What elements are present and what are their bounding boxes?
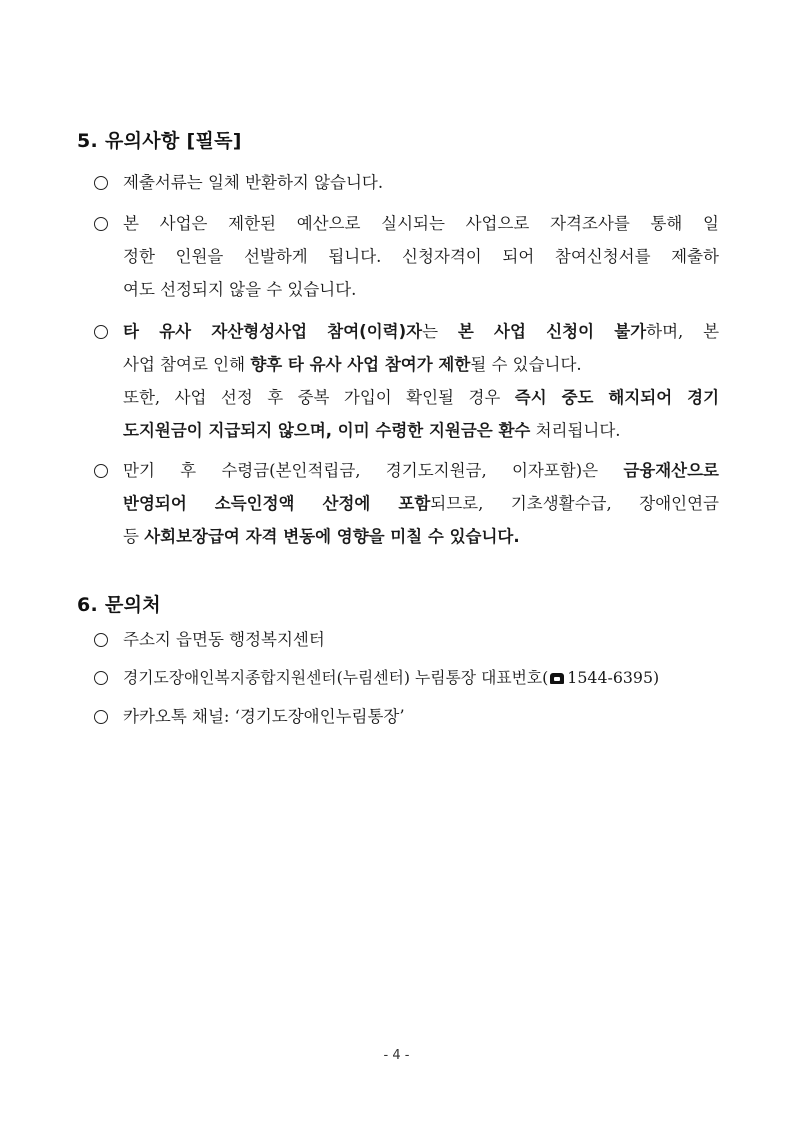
emphasis-text: 타 유사 자산형성사업 참여(이력)자 — [123, 322, 423, 341]
notice-3-line-1 — [123, 321, 719, 343]
circle-bullet-icon — [94, 633, 108, 647]
emphasis-text: 즉시 중도 해지되어 경기 — [514, 388, 719, 407]
page-number: - 4 - — [383, 1048, 410, 1063]
contact-3-text: 카카오톡 채널: ‘경기도장애인누림통장’ — [123, 707, 405, 726]
plain-text: 하며, 본 — [646, 322, 719, 341]
contact-1-text: 주소지 읍면동 행정복지센터 — [123, 630, 325, 649]
contact-2-text — [123, 667, 659, 689]
notice-2-line-1: 본 사업은 제한된 예산으로 실시되는 사업으로 자격조사를 통해 일 — [123, 214, 719, 233]
section-5-heading: 5. 유의사항 [필독] — [77, 130, 242, 152]
notice-3-line-4 — [123, 420, 621, 442]
plain-text: 는 — [422, 322, 458, 341]
notice-2-line-2: 정한 인원을 선발하게 됩니다. 신청자격이 되어 참여신청서를 제출하 — [123, 247, 719, 266]
emphasis-text: 반영되어 소득인정액 산정에 포함 — [123, 494, 431, 513]
plain-text: 사업 참여로 인해 — [123, 355, 251, 374]
plain-text: 처리됩니다. — [530, 421, 621, 440]
phone-number: 1544-6395) — [567, 668, 660, 687]
plain-text: 되므로, 기초생활수급, 장애인연금 — [430, 494, 719, 513]
notice-4-line-3 — [123, 526, 520, 548]
emphasis-text: 금융재산으로 — [623, 461, 719, 480]
plain-text: 될 수 있습니다. — [470, 355, 582, 374]
plain-text: 또한, 사업 선정 후 중복 가입이 확인될 경우 — [123, 388, 515, 407]
emphasis-text: 도지원금이 지급되지 않으며, 이미 수령한 지원금은 환수 — [123, 421, 531, 440]
circle-bullet-icon — [94, 671, 108, 685]
plain-text: 만기 후 수령금(본인적립금, 경기도지원금, 이자포함)은 — [123, 461, 624, 480]
emphasis-text: 향후 타 유사 사업 참여가 제한 — [250, 355, 471, 374]
circle-bullet-icon — [94, 217, 108, 231]
notice-4-line-2 — [123, 493, 719, 515]
circle-bullet-icon — [94, 710, 108, 724]
phone-icon — [550, 673, 564, 684]
emphasis-text: 사회보장급여 자격 변동에 영향을 미칠 수 있습니다. — [144, 527, 520, 546]
notice-2-line-3: 여도 선정되지 않을 수 있습니다. — [123, 280, 357, 299]
notice-4-line-1 — [123, 460, 719, 482]
plain-text: 경기도장애인복지종합지원센터(누림센터) 누림통장 대표번호( — [123, 668, 549, 687]
section-6-heading: 6. 문의처 — [77, 594, 161, 616]
circle-bullet-icon — [94, 176, 108, 190]
notice-3-line-2 — [123, 354, 582, 376]
circle-bullet-icon — [94, 325, 108, 339]
emphasis-text: 본 사업 신청이 불가 — [457, 322, 647, 341]
notice-1-line-1: 제출서류는 일체 반환하지 않습니다. — [123, 173, 384, 192]
notice-3-line-3 — [123, 387, 719, 409]
circle-bullet-icon — [94, 464, 108, 478]
plain-text: 등 — [123, 527, 145, 546]
